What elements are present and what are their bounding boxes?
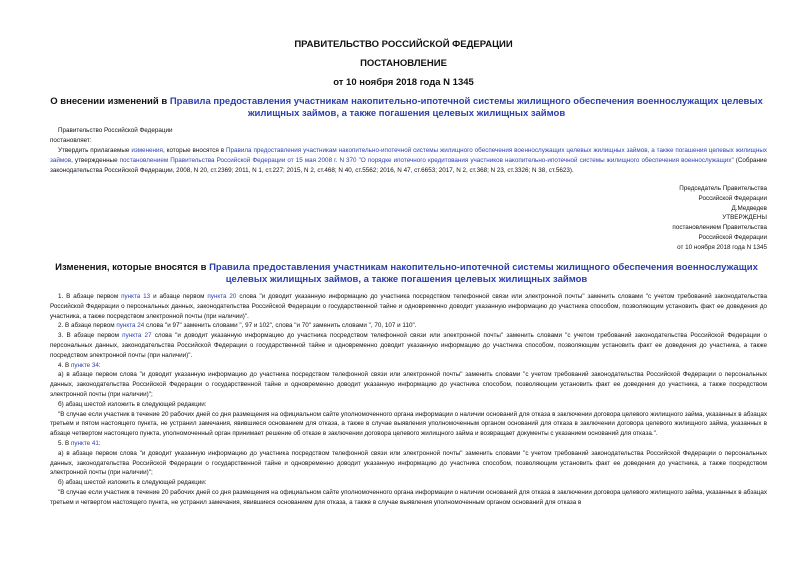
point-24-link[interactable]: пункта 24: [116, 322, 145, 330]
preamble-line-2: постановляет:: [50, 136, 92, 144]
item-5-text-1: 5. В: [58, 439, 71, 447]
rules-link-2[interactable]: Правила предоставления участникам накопительно-ипотечной системы жилищного обеспечения военнослужащих целевых жилищных займов, а также погашения целевых жилищных займов: [50, 147, 767, 164]
signature-name: Д.Медведев: [731, 204, 767, 212]
changes-heading: [44, 262, 769, 285]
item-5-a: а) в абзаце первом слова "и доводит указанную информацию до участника посредством телефонной связи или электронной почты" заменить словами "с учетом требований законодательства Российской Федерации о персональных данных, законодательства Российской Федерации о государственной тайне и одновременно доводит указанную информацию до участника способом, позволяющим установить факт ее доведения до участника, а также посредством электронной почты (при наличии)";: [50, 449, 767, 477]
government-title: ПРАВИТЕЛЬСТВО РОССИЙСКОЙ ФЕДЕРАЦИИ: [294, 39, 513, 50]
approved-line-1: УТВЕРЖДЕНЫ: [722, 214, 767, 222]
item-3-text-1: 3. В абзаце первом: [58, 332, 123, 340]
item-2-text-2: слова "и 97" заменить словами ", 97 и 102", слова "и 70" заменить словами ", 70, 107 и 110".: [144, 322, 417, 330]
approve-text-3: , утвержденные: [71, 156, 120, 164]
changes-rules-link[interactable]: Правила предоставления участникам накопительно-ипотечной системы жилищного обеспечения военнослужащих целевых жилищных займов, а также погашения целевых жилищных займов: [209, 262, 758, 285]
item-4-text-2: :: [98, 361, 101, 369]
signature-block: [672, 184, 767, 253]
item-5-text-2: :: [98, 439, 101, 447]
approve-text-4: (Собрание законодательства Российской Федерации, 2008, N 20, ст.2369; 2011, N 1, ст.227; 2015, N 2, ст.468; N 40, ст.5562; 2016, N 47, ст.6653; 2017, N 2, ст.368; N 23, ст.3326; N 38, ст.5623).: [50, 156, 767, 174]
item-4-quote: "В случае если участник в течение 20 рабочих дней со дня размещения на официальном сайте уполномоченного органа информации о наличии оснований для отказа в заключении договора целевого жилищного займа, указанных в абзацах третьем и пятом настоящего пункта, не устранил замечания, явившиеся основанием для отказа, а также в случае выявления уполномоченным органом оснований для отказа в заключении договора целевого жилищного займа, указанных в абзаце четвертом настоящего пункта, уполномоченный орган принимает решение об отказе в заключении договора целевого жилищного займа и возвращает документы с указанием оснований для отказа.".: [50, 410, 767, 438]
rules-link[interactable]: Правила предоставления участникам накопительно-ипотечной системы жилищного обеспечения военнослужащих целевых жилищных займов, а также погашения целевых жилищных займов: [169, 96, 763, 119]
approve-text-2: , которые вносятся в: [162, 147, 226, 154]
item-5-quote: "В случае если участник в течение 20 рабочих дней со дня размещения на официальном сайте уполномоченного органа информации о наличии оснований для отказа в заключении договора целевого жилищного займа, указанных в абзацах третьем и четвертом настоящего пункта, не устранил замечания, явившиеся основанием для отказа, а также в случае выявления уполномоченным органом оснований для отказа в: [50, 488, 767, 506]
preamble: [50, 126, 767, 146]
approve-paragraph: [50, 146, 767, 175]
item-5-b: б) абзац шестой изложить в следующей редакции:: [58, 479, 207, 487]
approved-line-4: от 10 ноября 2018 года N 1345: [677, 243, 767, 251]
point-41-link[interactable]: пункте 41: [70, 439, 99, 447]
item-4-b: б) абзац шестой изложить в следующей редакции:: [58, 400, 207, 408]
document-heading: [44, 96, 769, 119]
item-5: [50, 439, 767, 449]
item-2: [50, 321, 767, 331]
approve-text-1: Утвердить прилагаемые: [58, 147, 132, 154]
item-1-text-2: и абзаце первом: [150, 293, 208, 300]
document-date-number: от 10 ноября 2018 года N 1345: [333, 77, 474, 88]
item-3-text-2: слова "и доводит указанную информацию до участника посредством телефонной связи или электронной почты" заменить словами "с учетом требований законодательства Российской Федерации о персональных данных, законодательства Российской Федерации о государственной тайне и одновременно доводит указанную информацию до участника способом, позволяющим установить факт ее доведения до участника, а также посредством электронной почты (при наличии)".: [50, 332, 767, 359]
point-27-link[interactable]: пункта 27: [122, 332, 152, 340]
item-4-text-1: 4. В: [58, 361, 71, 369]
point-34-link[interactable]: пункте 34: [70, 361, 99, 369]
approved-line-2: постановлением Правительства: [672, 224, 767, 232]
signature-line-2: Российской Федерации: [698, 194, 767, 202]
changes-body: [50, 292, 767, 508]
resolution-370-link[interactable]: постановлением Правительства Российской Федерации от 15 мая 2008 г. N 370 "О порядке ипотечного кредитования участников накопительно-ипотечной системы жилищного обеспечения военнослужащих": [119, 156, 734, 164]
heading-prefix: О внесении изменений в: [50, 96, 170, 107]
item-4: [50, 361, 767, 371]
point-20-link[interactable]: пункта 20: [207, 293, 237, 300]
point-13-link[interactable]: пункта 13: [121, 293, 151, 300]
item-3: [50, 331, 767, 360]
item-1-text-1: 1. В абзаце первом: [58, 293, 122, 300]
document-type: ПОСТАНОВЛЕНИЕ: [360, 58, 447, 69]
signature-line-1: Председатель Правительства: [679, 185, 767, 192]
item-2-text-1: 2. В абзаце первом: [58, 322, 117, 330]
preamble-line-1: Правительство Российской Федерации: [58, 127, 173, 134]
approved-line-3: Российской Федерации: [698, 233, 767, 241]
changes-prefix: Изменения, которые вносятся в: [55, 262, 210, 273]
item-1-text-3: слова "и доводит указанную информацию до участника посредством телефонной связи или электронной почты" заменить словами "с учетом требований законодательства Российской Федерации о персональных данных, законодательства Российской Федерации о государственной тайне и одновременно доводит указанную информацию до участника способом, позволяющим установить факт ее доведения до участника, а также посредством электронной почты (при наличии)".: [50, 293, 767, 320]
changes-link[interactable]: изменения: [131, 147, 163, 154]
item-1: [50, 292, 767, 321]
item-4-a: а) в абзаце первом слова "и доводит указанную информацию до участника посредством телефонной связи или электронной почты" заменить словами "с учетом требований законодательства Российской Федерации о персональных данных, законодательства Российской Федерации о государственной тайне и одновременно доводит указанную информацию до участника способом, позволяющим установить факт ее доведения до участника, а также посредством электронной почты (при наличии)";: [50, 371, 767, 398]
